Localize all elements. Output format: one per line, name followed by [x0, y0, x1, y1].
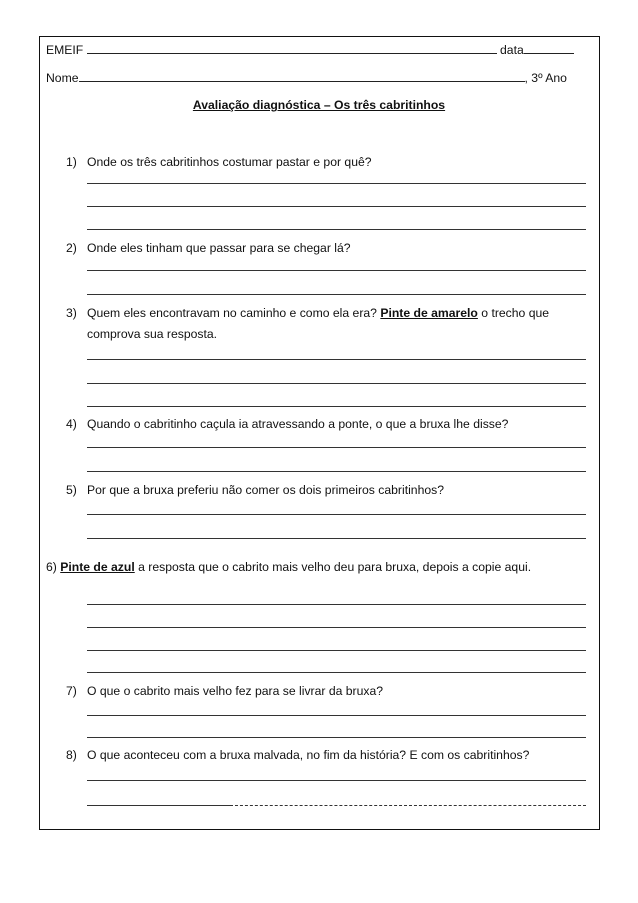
question-text: Por que a bruxa preferiu não comer os dois primeiros cabritinhos?	[87, 483, 445, 497]
answer-line[interactable]	[87, 383, 586, 384]
question-text-part: o trecho que	[477, 306, 550, 320]
answer-line[interactable]	[87, 650, 586, 651]
answer-line[interactable]	[87, 672, 586, 673]
answer-line[interactable]	[87, 780, 586, 781]
question-number: 2)	[66, 241, 77, 255]
page-title: Avaliação diagnóstica – Os três cabritinhos	[192, 98, 446, 112]
school-line	[46, 42, 574, 57]
question-number: 3)	[66, 306, 77, 320]
question-text	[87, 306, 549, 320]
question-text: O que aconteceu com a bruxa malvada, no fim da história? E com os cabritinhos?	[87, 748, 530, 762]
question-number: 4)	[66, 417, 77, 431]
question-text: a resposta que o cabrito mais velho deu para bruxa, depois a copie aqui.	[134, 560, 532, 574]
date-field[interactable]	[524, 42, 574, 54]
question-text: Quando o cabritinho caçula ia atravessando a ponte, o que a bruxa lhe disse?	[87, 417, 509, 431]
school-label: EMEIF	[46, 43, 84, 57]
answer-line[interactable]	[87, 538, 586, 539]
question-number: 6)	[46, 560, 57, 574]
answer-line[interactable]	[87, 604, 586, 605]
name-line	[46, 70, 567, 85]
question-6	[46, 560, 531, 574]
answer-line[interactable]	[87, 229, 586, 230]
question-text-part: Quem eles encontravam no caminho e como ela era?	[87, 306, 381, 320]
question-text-continued: comprova sua resposta.	[87, 327, 218, 341]
question-text: O que o cabrito mais velho fez para se livrar da bruxa?	[87, 684, 384, 698]
question-number: 5)	[66, 483, 77, 497]
question-number: 8)	[66, 748, 77, 762]
answer-line[interactable]	[87, 627, 586, 628]
school-field[interactable]	[87, 42, 497, 54]
answer-line[interactable]	[87, 206, 586, 207]
answer-line[interactable]	[87, 406, 586, 407]
question-number: 1)	[66, 155, 77, 169]
answer-line[interactable]	[87, 715, 586, 716]
question-text: Onde os três cabritinhos costumar pastar e por quê?	[87, 155, 372, 169]
answer-line[interactable]	[87, 447, 586, 448]
answer-line[interactable]	[87, 294, 586, 295]
question-text: Onde eles tinham que passar para se chegar lá?	[87, 241, 351, 255]
answer-line[interactable]	[87, 737, 586, 738]
date-label: data	[500, 43, 524, 57]
highlight-instruction: Pinte de azul	[60, 560, 135, 574]
answer-line[interactable]	[87, 270, 586, 271]
grade-text: , 3º Ano	[524, 71, 567, 85]
highlight-instruction: Pinte de amarelo	[380, 306, 478, 320]
answer-line[interactable]	[87, 805, 230, 806]
question-number: 7)	[66, 684, 77, 698]
answer-line[interactable]	[87, 183, 586, 184]
answer-line[interactable]	[87, 514, 586, 515]
answer-line-dotted[interactable]	[230, 805, 586, 806]
name-field[interactable]	[79, 70, 525, 82]
answer-line[interactable]	[87, 471, 586, 472]
name-label: Nome	[46, 71, 79, 85]
answer-line[interactable]	[87, 359, 586, 360]
